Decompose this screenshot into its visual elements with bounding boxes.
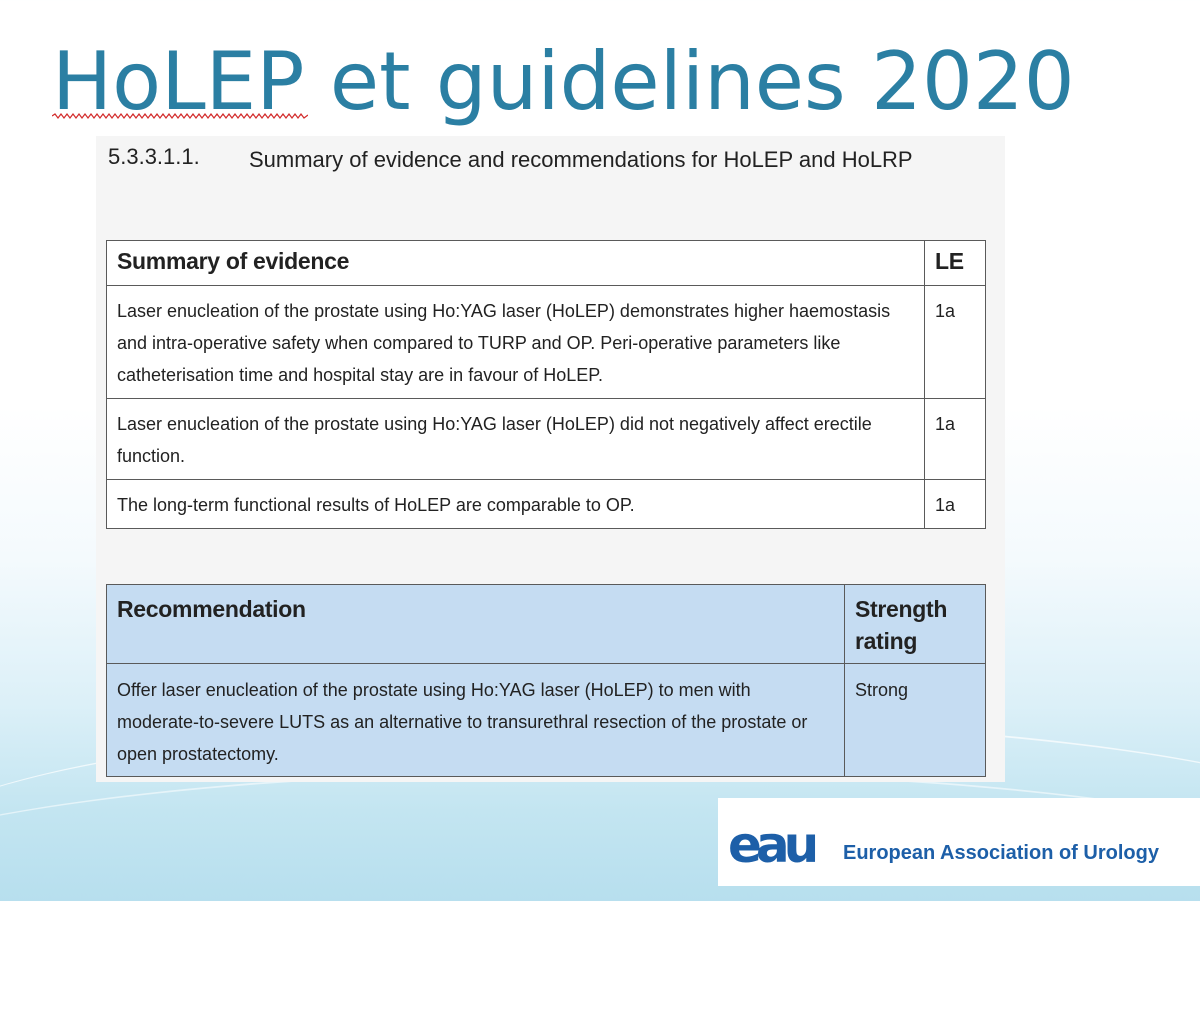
org-name: European Association of Urology xyxy=(843,842,1159,864)
table-row xyxy=(107,399,986,480)
spellcheck-underline xyxy=(52,113,308,119)
evidence-text: The long-term functional results of HoLEP are comparable to OP. xyxy=(107,480,925,529)
recommendation-header: Recommendation xyxy=(107,585,845,664)
evidence-text: Laser enucleation of the prostate using Ho:YAG laser (HoLEP) demonstrates higher haemostasis and intra-operative safety when compared to TURP and OP. Peri-operative parameters like catheterisation time and hospital stay are in favour of HoLEP. xyxy=(107,286,925,399)
le-value: 1a xyxy=(925,480,986,529)
table-row xyxy=(107,664,986,777)
eau-logo xyxy=(718,798,1200,886)
table-row xyxy=(107,480,986,529)
evidence-header: Summary of evidence xyxy=(107,241,925,286)
recommendation-table xyxy=(106,584,986,777)
slide-title[interactable]: HoLEP et guidelines 2020 xyxy=(52,35,1075,128)
table-header-row xyxy=(107,241,986,286)
eau-logo-mark-icon xyxy=(728,820,836,870)
table-row xyxy=(107,286,986,399)
evidence-table xyxy=(106,240,986,529)
evidence-text: Laser enucleation of the prostate using Ho:YAG laser (HoLEP) did not negatively affect erectile function. xyxy=(107,399,925,480)
logo-mark-text: eau xyxy=(728,820,814,870)
le-value: 1a xyxy=(925,286,986,399)
strength-value: Strong xyxy=(845,664,986,777)
section-number: 5.3.3.1.1. xyxy=(108,144,200,169)
table-header-row xyxy=(107,585,986,664)
recommendation-text: Offer laser enucleation of the prostate using Ho:YAG laser (HoLEP) to men with moderate-to-severe LUTS as an alternative to transurethral resection of the prostate or open prostatectomy. xyxy=(107,664,845,777)
strength-header: Strength rating xyxy=(845,585,986,664)
le-value: 1a xyxy=(925,399,986,480)
guideline-excerpt xyxy=(96,136,1005,782)
le-header: LE xyxy=(925,241,986,286)
section-title: Summary of evidence and recommendations for HoLEP and HoLRP xyxy=(249,147,913,172)
